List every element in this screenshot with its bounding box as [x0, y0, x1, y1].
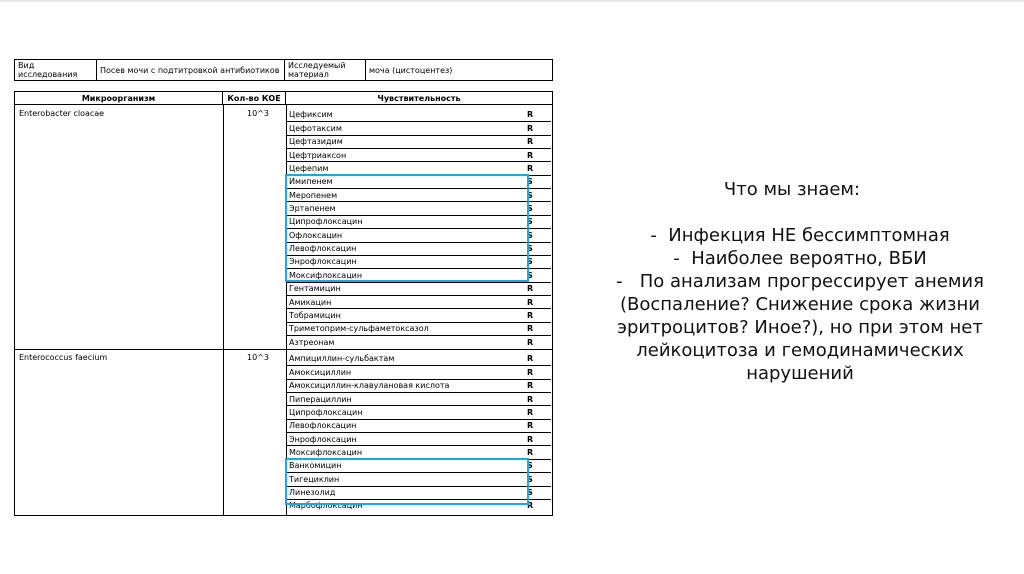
drug-name: Левофлоксацин: [289, 421, 357, 431]
drug-result: R: [527, 150, 534, 160]
top-divider: [0, 0, 1024, 2]
drug-name: Офлоксацин: [289, 230, 343, 240]
study-info-table: [14, 59, 553, 81]
drug-name: Триметоприм-сульфаметоксазол: [289, 324, 429, 334]
highlight-box-vancomycin-linezolid: [285, 458, 529, 505]
drug-name: Энрофлоксацин: [289, 257, 357, 267]
drug-name: Ципрофлоксацин: [289, 217, 363, 227]
drug-name: Азтреонам: [289, 337, 335, 347]
drug-name: Тигециклин: [289, 474, 340, 484]
drug-name: Тобрамицин: [289, 310, 341, 320]
notes-item: - Инфекция НЕ бессимптомная: [650, 225, 950, 246]
organism-name: Enterobacter cloacae: [19, 109, 105, 118]
drug-result: R: [527, 354, 534, 364]
drug-name: Цефиксим: [289, 110, 333, 120]
drug-name: Эртапенем: [289, 204, 336, 214]
drug-result: R: [527, 448, 534, 458]
drug-result: R: [527, 310, 534, 320]
header-organism: Микроорганизм: [15, 92, 223, 104]
drug-name: Линезолид: [289, 488, 336, 498]
notes-item: - Наиболее вероятно, ВБИ: [673, 248, 927, 269]
drug-result: R: [527, 434, 534, 444]
drug-result: R: [527, 297, 534, 307]
drug-row: [287, 432, 551, 445]
drug-row: [287, 282, 551, 295]
drug-row: [287, 365, 551, 378]
drug-row: [287, 322, 551, 335]
drug-result: R: [527, 421, 534, 431]
material-label: Исследуемый материал: [285, 60, 366, 80]
organism-divider: [15, 349, 552, 350]
drug-result: S: [527, 270, 533, 280]
drug-name: Энрофлоксацин: [289, 434, 357, 444]
drug-row: [287, 108, 551, 121]
drug-name: Гентамицин: [289, 284, 341, 294]
highlight-box-carbapenems-fluoroquinolones: [285, 174, 529, 282]
drug-result: R: [527, 408, 534, 418]
drug-name: Амоксициллин-клавулановая кислота: [289, 381, 450, 391]
drug-name: Моксифлоксацин: [289, 448, 363, 458]
material-value: моча (цистоцентез): [369, 65, 453, 75]
drug-row: [287, 445, 551, 458]
study-type-value: Посев мочи с подтитровкой антибиотиков: [97, 60, 285, 80]
notes-heading: Что мы знаем:: [723, 179, 861, 200]
header-sensitivity: Чувствительность: [377, 93, 461, 103]
drug-result: R: [527, 381, 534, 391]
drug-row: [287, 121, 551, 134]
drug-result: S: [527, 257, 533, 267]
drug-row: [287, 405, 551, 418]
drug-row: [287, 161, 551, 174]
drug-row: [287, 419, 551, 432]
drug-result: S: [527, 230, 533, 240]
drug-name: Цефтриаксон: [289, 150, 347, 160]
organism-name: Enterococcus faecium: [19, 353, 108, 362]
drug-row: [287, 352, 551, 365]
drug-row: [287, 135, 551, 148]
drug-name: Меропенем: [289, 190, 338, 200]
drug-row: [287, 148, 551, 161]
drug-name: Цефтазидим: [289, 137, 343, 147]
drug-result: R: [527, 367, 534, 377]
drug-name: Пиперациллин: [289, 394, 352, 404]
drug-result: R: [527, 137, 534, 147]
drug-name: Цефотаксим: [289, 123, 342, 133]
drug-result: S: [527, 244, 533, 254]
drug-result: S: [527, 217, 533, 227]
drug-name: Цефепим: [289, 164, 329, 174]
drug-name: Ампициллин-сульбактам: [289, 354, 395, 364]
drug-result: R: [527, 501, 534, 511]
drug-row: [287, 295, 551, 308]
notes-item-text: Инфекция НЕ бессимптомная: [668, 225, 950, 246]
notes-item-text: Наиболее вероятно, ВБИ: [691, 248, 927, 269]
drug-name: Ципрофлоксацин: [289, 408, 363, 418]
drug-result: R: [527, 394, 534, 404]
drug-row: [287, 308, 551, 321]
drug-result: S: [527, 190, 533, 200]
organism-koe: 10^3: [247, 353, 269, 362]
susceptibility-table: [14, 91, 553, 516]
drug-name: Марбофлоксацин: [289, 501, 363, 511]
organism-koe: 10^3: [247, 109, 269, 118]
drug-name: Ванкомицин: [289, 461, 342, 471]
notes-item-text: По анализам прогрессирует анемия (Воспаление? Снижение срока жизни эритроцитов? Иное?), но при этом нет лейкоцитоза и гемодинамических нарушений: [617, 271, 984, 384]
drug-result: R: [527, 110, 534, 120]
study-type-label: Вид исследования: [15, 60, 97, 80]
header-koe: Кол-во КОЕ: [223, 92, 286, 104]
drug-name: Амикацин: [289, 297, 332, 307]
drug-result: S: [527, 461, 533, 471]
drug-result: R: [527, 337, 534, 347]
notes-item: - По анализам прогрессирует анемия (Воспаление? Снижение срока жизни эритроцитов? Иное?), но при этом нет лейкоцитоза и гемодинамических нарушений: [616, 271, 984, 384]
drug-result: R: [527, 164, 534, 174]
drug-result: S: [527, 204, 533, 214]
drug-result: S: [527, 488, 533, 498]
table-header: [15, 92, 552, 105]
drug-result: R: [527, 284, 534, 294]
drug-result: R: [527, 123, 534, 133]
notes-panel: [590, 178, 1010, 385]
drug-result: R: [527, 324, 534, 334]
drug-name: Имипенем: [289, 177, 333, 187]
drug-name: Амоксициллин: [289, 367, 352, 377]
drug-row: [287, 392, 551, 405]
drug-row: [287, 335, 551, 348]
drug-row: [287, 379, 551, 392]
drug-name: Моксифлоксацин: [289, 270, 363, 280]
drug-result: S: [527, 474, 533, 484]
column-divider: [223, 105, 224, 515]
drug-name: Левофлоксацин: [289, 244, 357, 254]
drug-result: S: [527, 177, 533, 187]
